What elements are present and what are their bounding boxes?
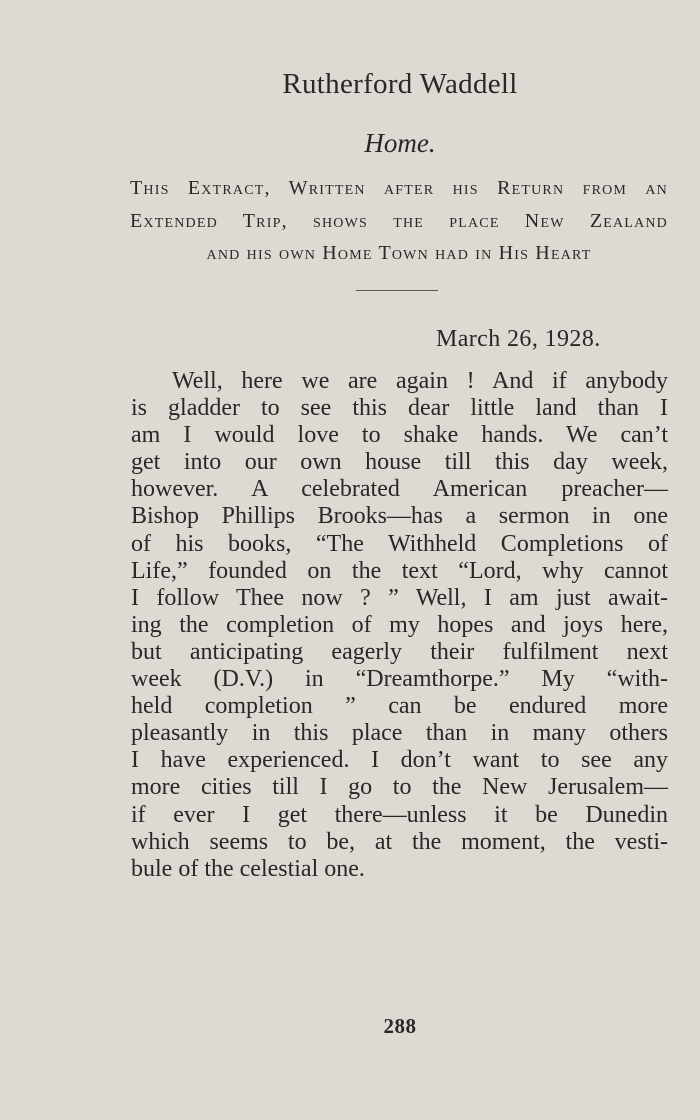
- body-line: which seems to be, at the moment, the vesti-: [131, 828, 668, 855]
- subheading-line: This Extract, Written after his Return from an: [130, 177, 668, 199]
- subheading-line: and his own Home Town had in His Heart: [206, 242, 592, 264]
- letter-dateline: March 26, 1928.: [436, 326, 601, 352]
- body-line: but anticipating eagerly their fulfilment next: [131, 638, 668, 665]
- section-divider: [356, 290, 438, 291]
- body-line: I follow Thee now ? ” Well, I am just await-: [131, 584, 668, 611]
- body-line: ing the completion of my hopes and joys here,: [131, 611, 668, 638]
- body-line: get into our own house till this day week,: [131, 449, 668, 476]
- body-line: however. A celebrated American preacher—: [131, 476, 668, 503]
- body-line: Well, here we are again ! And if anybody: [172, 368, 668, 394]
- subheading-line: Extended Trip, shows the place New Zealand: [130, 209, 668, 232]
- body-line: if ever I get there—unless it be Dunedin: [131, 801, 668, 828]
- body-paragraph: [131, 368, 668, 883]
- body-line: held completion ” can be endured more: [131, 693, 668, 720]
- body-line: of his books, “The Withheld Completions of: [131, 530, 668, 557]
- body-line: I have experienced. I don’t want to see any: [131, 747, 668, 774]
- body-line: am I would love to shake hands. We can’t: [131, 422, 668, 449]
- section-subheading: [130, 172, 668, 270]
- running-head: Rutherford Waddell: [282, 68, 518, 100]
- body-line: Bishop Phillips Brooks—has a sermon in one: [131, 503, 668, 530]
- body-line: more cities till I go to the New Jerusalem—: [131, 774, 668, 801]
- body-line: week (D.V.) in “Dreamthorpe.” My “with-: [131, 666, 668, 693]
- body-line: pleasantly in this place than in many others: [131, 720, 668, 747]
- body-line: bule of the celestial one.: [131, 855, 365, 882]
- body-line: Life,” founded on the text “Lord, why cannot: [131, 557, 668, 584]
- section-title: Home.: [364, 128, 436, 158]
- page-number: 288: [383, 1014, 417, 1038]
- body-line: is gladder to see this dear little land than I: [131, 395, 668, 422]
